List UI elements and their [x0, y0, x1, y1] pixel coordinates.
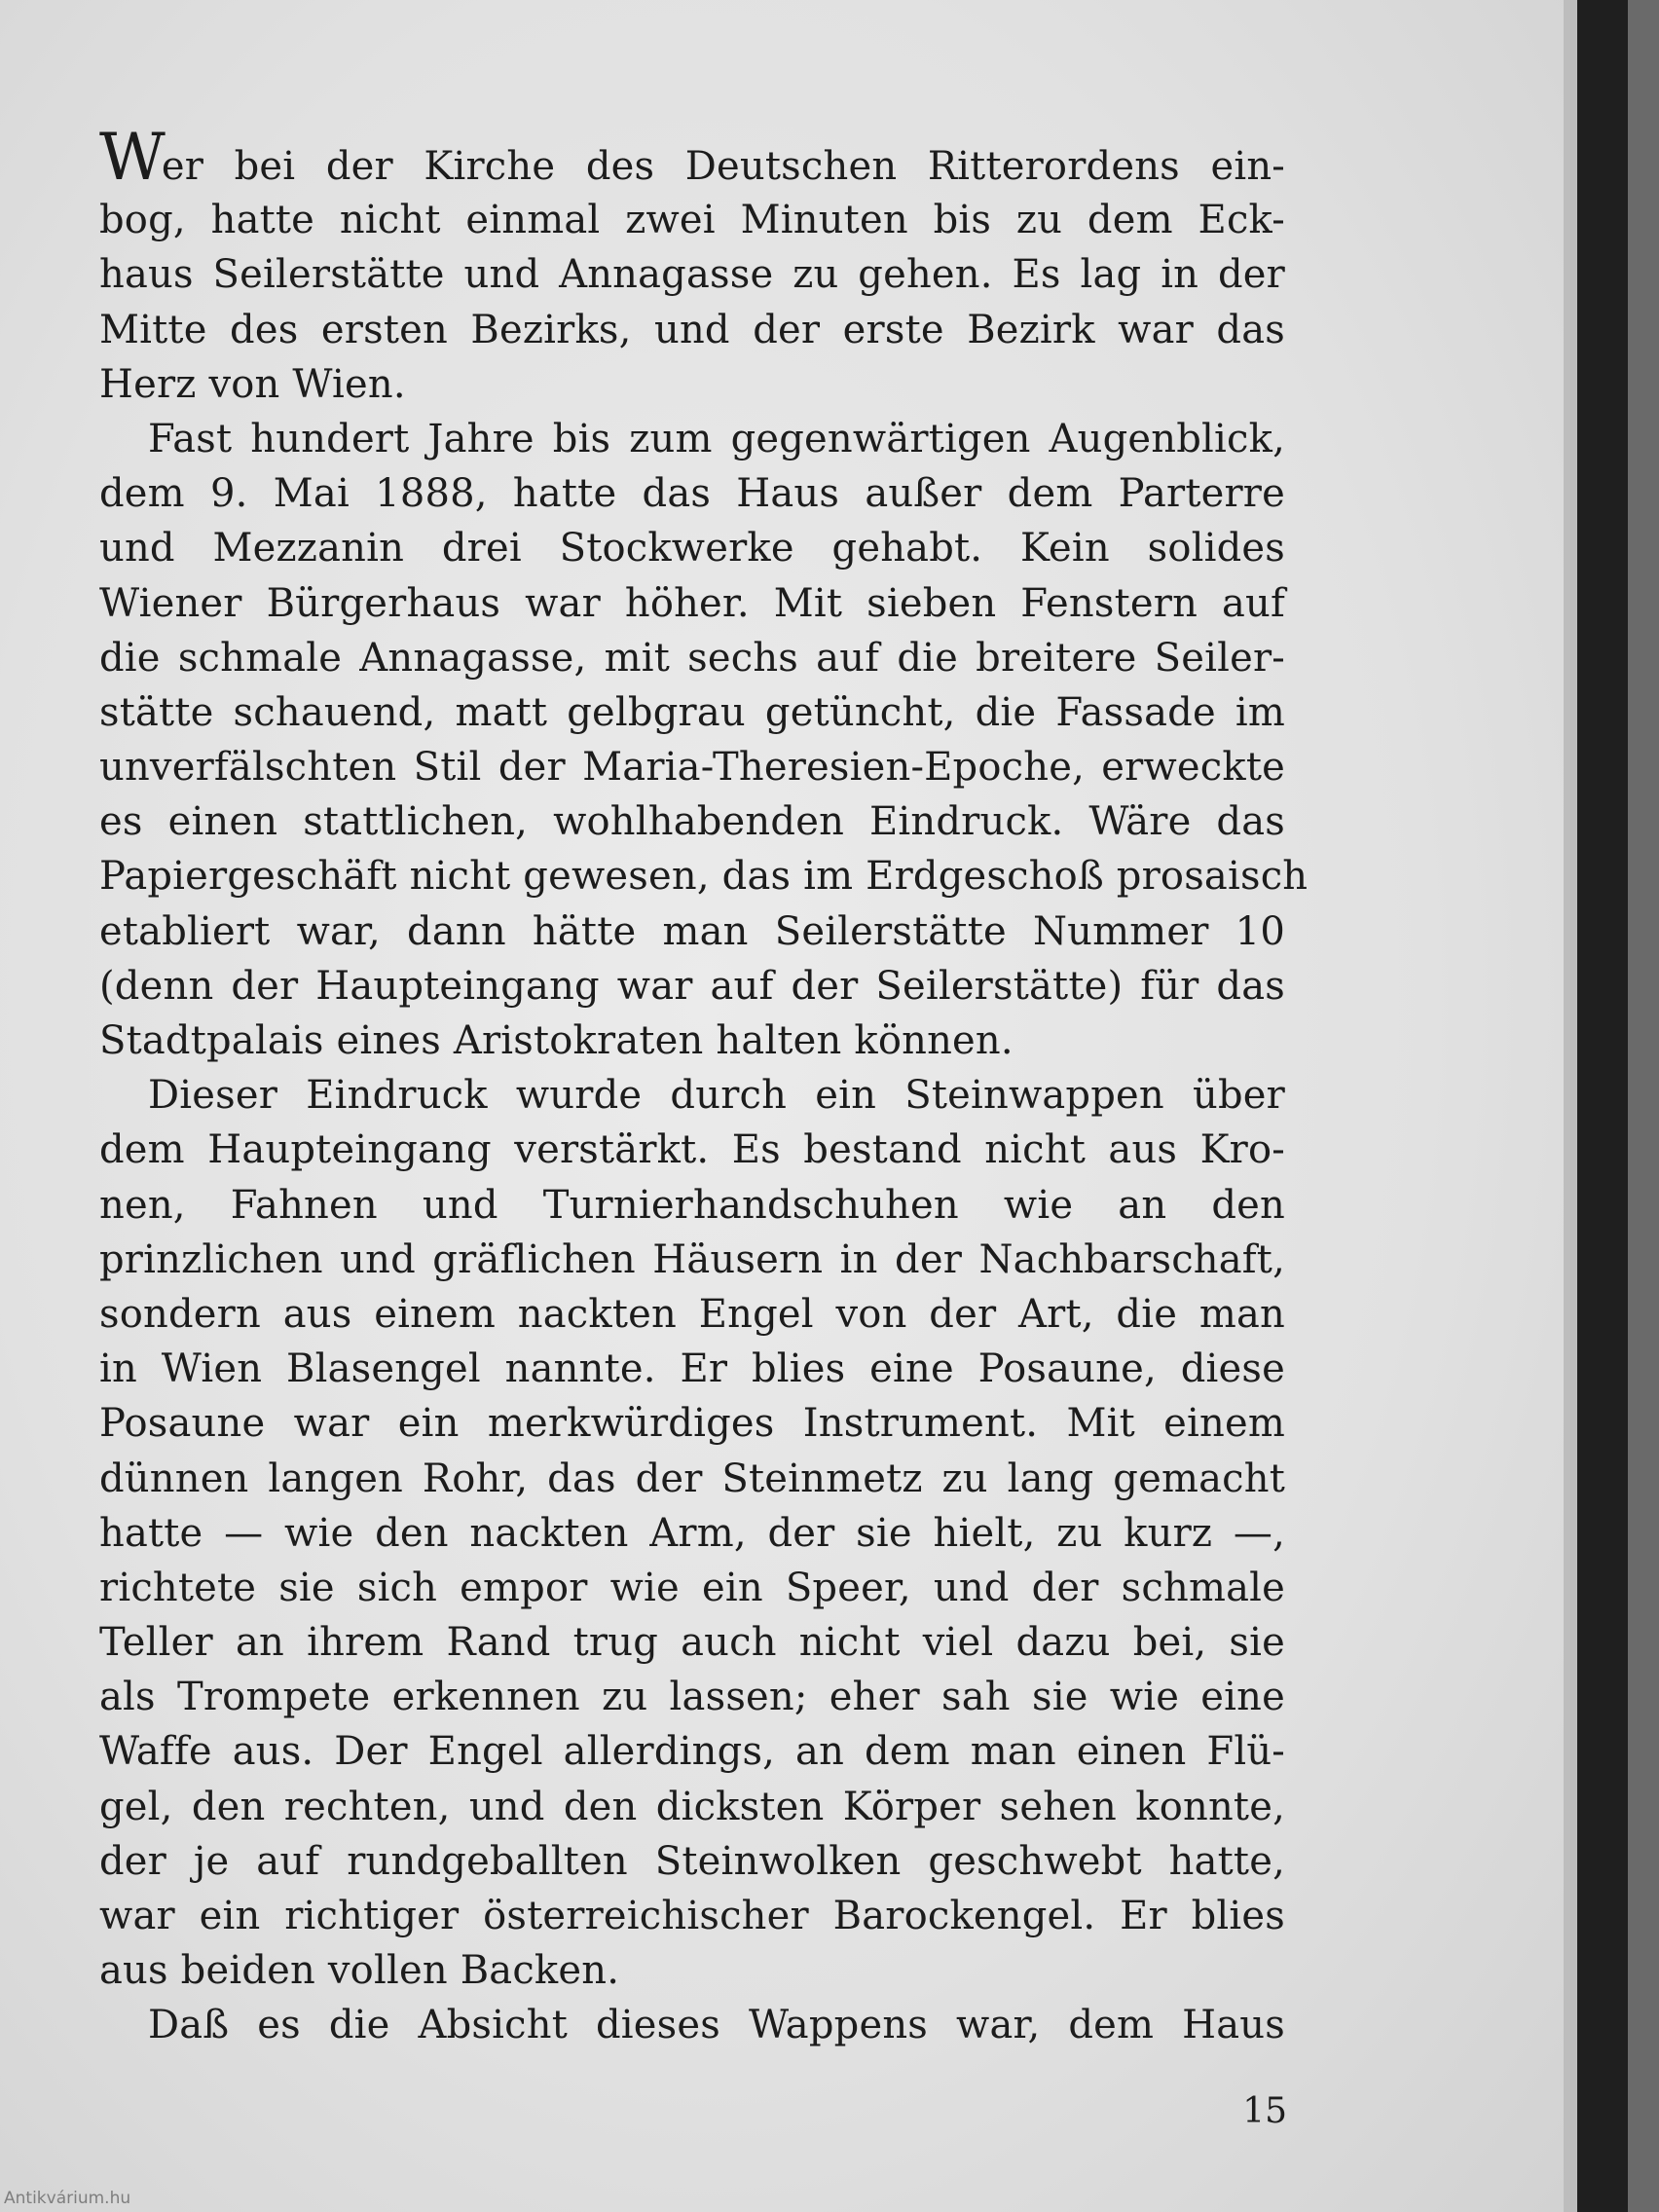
- text-line: dünnen langen Rohr, das der Steinmetz zu lang gemacht: [99, 1456, 1285, 1501]
- text-line: aus beiden vollen Backen.: [99, 1948, 620, 1994]
- text-line: Daß es die Absicht dieses Wappens war, dem Haus: [148, 2003, 1285, 2048]
- text-line: die schmale Annagasse, mit sechs auf die breitere Seiler-: [99, 635, 1285, 681]
- text-line: war ein richtiger österreichischer Barockengel. Er blies: [99, 1894, 1285, 1938]
- text-line: Stadtpalais eines Aristokraten halten können.: [99, 1018, 1014, 1063]
- page-edge: [1564, 0, 1577, 2212]
- text-line: etabliert war, dann hätte man Seilerstätte Nummer 10: [99, 908, 1285, 954]
- text-line: und Mezzanin drei Stockwerke gehabt. Kein solides: [99, 526, 1285, 571]
- paragraph-3: [99, 1068, 1285, 1998]
- text-line: sondern aus einem nackten Engel von der Art, die man: [99, 1291, 1285, 1337]
- text-block: [99, 120, 1309, 2053]
- text-line: haus Seilerstätte und Annagasse zu gehen. Es lag in der: [99, 252, 1285, 298]
- text-line: stätte schauend, matt gelbgrau getüncht, die Fassade im: [99, 689, 1285, 735]
- text-line: richtete sie sich empor wie ein Speer, und der schmale: [99, 1565, 1285, 1610]
- text-line: der je auf rundgeballten Steinwolken geschwebt hatte,: [99, 1838, 1285, 1884]
- text-line: Wiener Bürgerhaus war höher. Mit sieben Fenstern auf: [99, 580, 1285, 626]
- text-line: als Trompete erkennen zu lassen; eher sah sie wie eine: [99, 1675, 1285, 1720]
- background-strip: [1628, 0, 1659, 2212]
- line-rest: er bei der Kirche des Deutschen Ritterordens ein-: [161, 144, 1285, 189]
- paragraph-4: [99, 1998, 1285, 2052]
- text-line: Posaune war ein merkwürdiges Instrument. Mit einem: [99, 1401, 1285, 1447]
- text-line: Papiergeschäft nicht gewesen, das im Erdgeschoß prosaisch: [99, 854, 1309, 900]
- book-binding: [1577, 0, 1628, 2212]
- text-line: Dieser Eindruck wurde durch ein Steinwappen über: [148, 1073, 1285, 1119]
- text-line: (denn der Haupteingang war auf der Seilerstätte) für das: [99, 963, 1285, 1009]
- text-line: dem 9. Mai 1888, hatte das Haus außer dem Parterre: [99, 471, 1285, 517]
- text-line: Mitte des ersten Bezirks, und der erste Bezirk war das: [99, 307, 1285, 352]
- paragraph-1: [99, 120, 1285, 412]
- text-line: nen, Fahnen und Turnierhandschuhen wie an den: [99, 1182, 1285, 1228]
- watermark: Antikvárium.hu: [4, 2189, 131, 2208]
- text-line: hatte — wie den nackten Arm, der sie hielt, zu kurz —,: [99, 1510, 1285, 1556]
- text-line: bog, hatte nicht einmal zwei Minuten bis zu dem Eck-: [99, 198, 1285, 243]
- text-line: Fast hundert Jahre bis zum gegenwärtigen Augenblick,: [148, 416, 1285, 461]
- text-line: es einen stattlichen, wohlhabenden Eindruck. Wäre das: [99, 799, 1285, 845]
- text-line: in Wien Blasengel nannte. Er blies eine Posaune, diese: [99, 1346, 1285, 1392]
- text-line: Herz von Wien.: [99, 361, 406, 407]
- text-line: [99, 120, 1285, 195]
- text-line: unverfälschten Stil der Maria-Theresien-Epoche, erweckte: [99, 745, 1285, 791]
- drop-cap: W: [99, 120, 162, 195]
- text-line: Teller an ihrem Rand trug auch nicht viel dazu bei, sie: [99, 1620, 1285, 1666]
- text-line: Waffe aus. Der Engel allerdings, an dem man einen Flü-: [99, 1729, 1285, 1775]
- page-number: 15: [1242, 2091, 1287, 2131]
- text-line: dem Haupteingang verstärkt. Es bestand nicht aus Kro-: [99, 1127, 1285, 1173]
- paragraph-2: [99, 412, 1309, 1068]
- text-line: gel, den rechten, und den dicksten Körper sehen konnte,: [99, 1784, 1285, 1829]
- text-line: prinzlichen und gräflichen Häusern in der Nachbarschaft,: [99, 1236, 1285, 1282]
